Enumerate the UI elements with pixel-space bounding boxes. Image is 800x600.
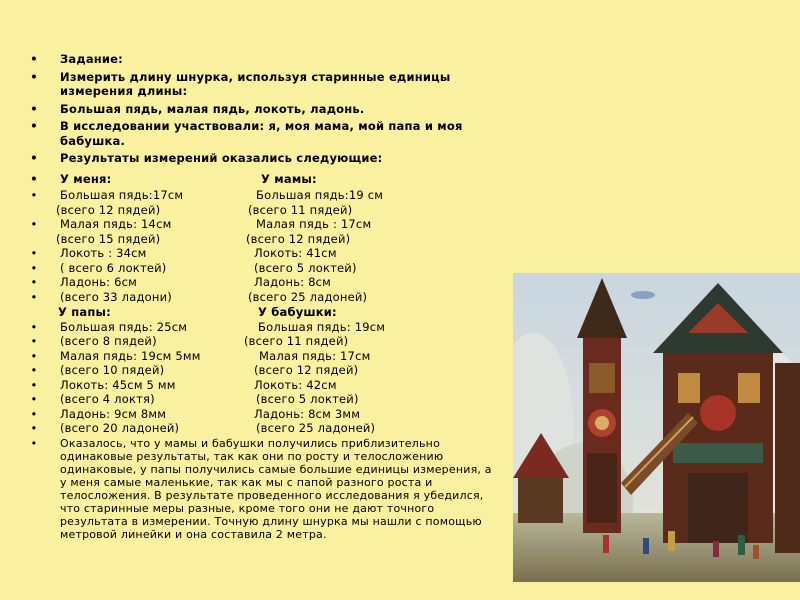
left-value: (всего 4 локтя) xyxy=(60,392,155,406)
bullet-icon: • xyxy=(30,392,38,406)
block2-table xyxy=(28,320,498,436)
bullet-icon: • xyxy=(30,319,38,334)
bullet-icon: • xyxy=(30,421,38,435)
left-value: Большая пядь:17см xyxy=(60,188,184,202)
bullet-icon: • xyxy=(30,406,38,421)
right-value: Большая пядь:19 см xyxy=(256,188,384,202)
painting-icon xyxy=(513,273,800,582)
right-value: (всего 25 ладоней) xyxy=(256,421,376,435)
left-value: Ладонь: 6см xyxy=(60,275,138,289)
bullet-icon: • xyxy=(30,334,38,348)
right-value: (всего 25 ладоней) xyxy=(248,289,368,304)
intro-row xyxy=(28,70,498,99)
left-value: ( всего 6 локтей) xyxy=(60,260,167,275)
right-value: (всего 12 пядей) xyxy=(246,231,351,246)
bullet-icon: • xyxy=(30,69,38,84)
me-header: У меня: xyxy=(60,171,112,186)
grandma-header: У бабушки: xyxy=(258,305,337,319)
block1-header-row xyxy=(28,172,498,187)
measure-row xyxy=(28,290,498,305)
conclusion-text: Оказалось, что у мамы и бабушки получились приблизительно одинаковые результаты, так как они по росту и телосложению одинаковые, у папы получились самые большие единицы измерения, а у меня самые маленькие, так как мы с папой разного роста и телосложения. В результате проведенного исследования я убедился, что старинные меры разные, кроме того они не дают точного результата в измерении. Точную длину шнурка мы нашли с помощью метровой линейки и она составила 2 метра. xyxy=(60,436,492,541)
left-value: (всего 15 пядей) xyxy=(56,231,161,246)
block1-table xyxy=(28,188,498,304)
bullet-icon: • xyxy=(30,217,38,231)
right-value: (всего 5 локтей) xyxy=(256,392,359,406)
right-value: (всего 11 пядей) xyxy=(248,202,353,217)
right-value: Малая пядь : 17см xyxy=(256,217,372,231)
right-value: Малая пядь: 17см xyxy=(259,348,371,363)
bullet-icon: • xyxy=(30,151,38,165)
mom-header: У мамы: xyxy=(261,171,317,186)
right-value: (всего 11 пядей) xyxy=(244,334,349,348)
measure-row xyxy=(28,421,498,436)
left-value: Малая пядь: 14см xyxy=(60,217,172,231)
right-value: Большая пядь: 19см xyxy=(258,319,386,334)
measure-row xyxy=(28,246,498,261)
right-value: Ладонь: 8см 3мм xyxy=(254,406,361,421)
block2-header-row xyxy=(28,305,498,320)
bullet-icon: • xyxy=(30,436,38,450)
bullet-icon: • xyxy=(30,363,38,377)
bullet-icon: • xyxy=(30,377,38,392)
fairytale-tower-painting xyxy=(513,273,800,582)
left-value: Большая пядь: 25см xyxy=(60,319,188,334)
intro-row xyxy=(28,119,498,148)
bullet-icon: • xyxy=(30,348,38,363)
bullet-icon: • xyxy=(30,289,38,304)
dad-header: У папы: xyxy=(58,305,111,319)
intro-text: В исследовании участвовали: я, моя мама, мой папа и моя бабушка. xyxy=(60,119,463,148)
measure-row xyxy=(28,232,498,247)
intro-text: Измерить длину шнурка, используя старинные единицы измерения длины: xyxy=(60,69,451,98)
intro-text: Большая пядь, малая пядь, локоть, ладонь. xyxy=(60,101,365,116)
right-value: Локоть: 42см xyxy=(254,377,337,392)
task-heading: Задание: xyxy=(60,52,123,66)
bullet-icon: • xyxy=(30,52,38,66)
left-value: Локоть: 45см 5 мм xyxy=(60,377,176,392)
right-value: Локоть: 41см xyxy=(254,246,337,260)
bullet-icon: • xyxy=(30,246,38,260)
left-value: Локоть : 34см xyxy=(60,246,147,260)
intro-row xyxy=(28,102,498,117)
measure-row xyxy=(28,334,498,349)
measure-row xyxy=(28,392,498,407)
left-value: (всего 10 пядей) xyxy=(60,363,165,377)
left-value: (всего 20 ладоней) xyxy=(60,421,180,435)
right-value: (всего 12 пядей) xyxy=(254,363,359,377)
intro-text: Результаты измерений оказались следующие: xyxy=(60,151,383,165)
measure-row xyxy=(28,203,498,218)
measure-row xyxy=(28,261,498,276)
measure-row xyxy=(28,349,498,364)
bullet-icon: • xyxy=(30,171,38,186)
bullet-icon: • xyxy=(30,275,38,289)
measure-row xyxy=(28,320,498,335)
right-value: (всего 5 локтей) xyxy=(254,260,357,275)
bullet-list xyxy=(28,52,498,541)
left-value: (всего 8 пядей) xyxy=(60,334,157,348)
task-heading-row xyxy=(28,52,498,67)
measure-row xyxy=(28,407,498,422)
measure-row xyxy=(28,275,498,290)
left-value: Ладонь: 9см 8мм xyxy=(60,406,167,421)
bullet-icon: • xyxy=(30,188,38,202)
left-value: Малая пядь: 19см 5мм xyxy=(60,348,201,363)
measure-row xyxy=(28,363,498,378)
measure-row xyxy=(28,378,498,393)
bullet-icon: • xyxy=(30,260,38,275)
right-value: Ладонь: 8см xyxy=(254,275,332,289)
bullet-icon: • xyxy=(30,101,38,116)
conclusion-row xyxy=(28,437,498,541)
measure-row xyxy=(28,188,498,203)
left-value: (всего 12 пядей) xyxy=(56,202,161,217)
bullet-icon: • xyxy=(30,119,38,133)
intro-row xyxy=(28,151,498,166)
left-value: (всего 33 ладони) xyxy=(60,289,172,304)
measure-row xyxy=(28,217,498,232)
